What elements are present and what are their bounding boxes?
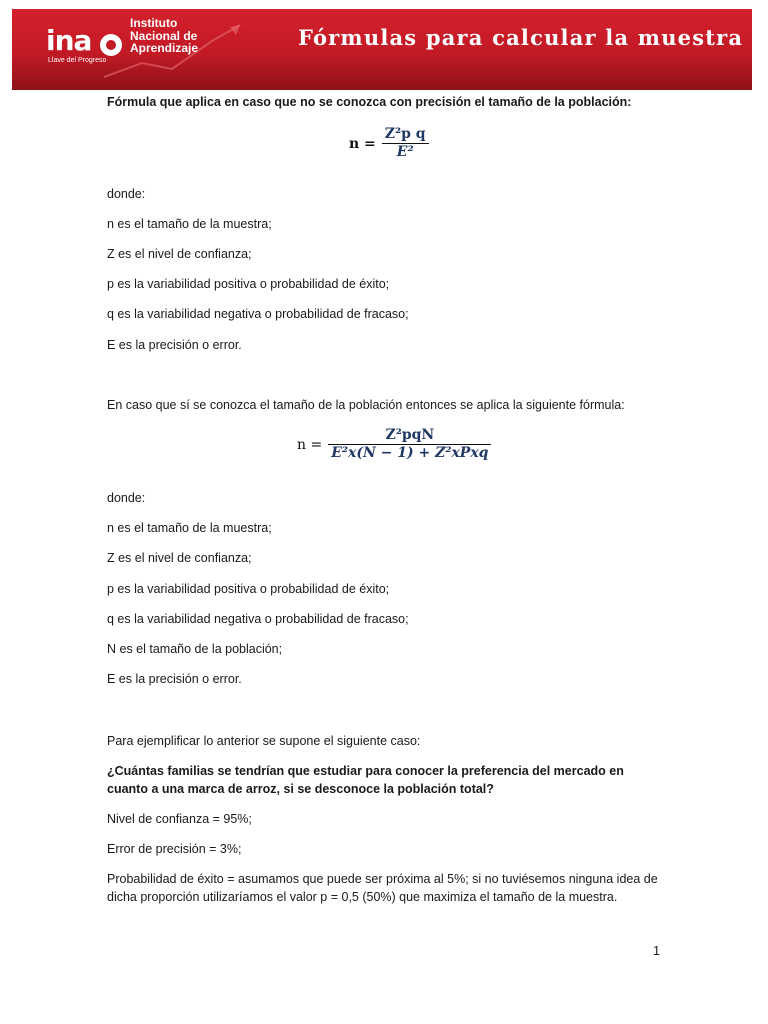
- donde-label: donde:: [107, 491, 146, 505]
- formula-fraction: [382, 126, 429, 161]
- formula-lhs: n =: [297, 436, 323, 453]
- formula-denominator: E²: [396, 144, 414, 160]
- precision-error: Error de precisión = 3%;: [107, 842, 242, 856]
- confidence-level: Nivel de confianza = 95%;: [107, 812, 252, 826]
- page-number: 1: [653, 944, 660, 958]
- header-banner: [12, 9, 752, 90]
- success-probability: Probabilidad de éxito = asumamos que puede ser próxima al 5%; si no tuviésemos ninguna idea de dicha proporción utilizaríamos el valor p = 0,5 (50%) que maximiza el tamaño de la muestra.: [107, 872, 658, 904]
- donde-label: donde:: [107, 187, 146, 201]
- institute-line: Aprendizaje: [130, 41, 199, 55]
- logo-ring-icon: [100, 34, 122, 56]
- example-question: ¿Cuántas familias se tendrían que estudiar para conocer la preferencia del mercado en cuanto a una marca de arroz, si se desconoce la población total?: [107, 764, 624, 796]
- definition-line: n es el tamaño de la muestra;: [107, 217, 272, 231]
- formula-numerator: Z²pqN: [385, 427, 435, 443]
- section1-intro: Fórmula que aplica en caso que no se conozca con precisión el tamaño de la población:: [107, 95, 632, 109]
- definition-line: p es la variabilidad positiva o probabilidad de éxito;: [107, 277, 390, 291]
- institute-line: Nacional de: [130, 28, 198, 43]
- institute-name: [130, 17, 198, 55]
- definition-line: q es la variabilidad negativa o probabilidad de fracaso;: [107, 307, 409, 321]
- formula-lhs: n =: [349, 135, 376, 152]
- logo-tagline: Llave del Progreso: [48, 57, 107, 64]
- formula-fraction: [328, 427, 491, 462]
- definition-line: Z es el nivel de confianza;: [107, 551, 252, 565]
- formula-unknown-population: [349, 126, 429, 161]
- definition-line: q es la variabilidad negativa o probabilidad de fracaso;: [107, 612, 409, 626]
- example-intro: Para ejemplificar lo anterior se supone el siguiente caso:: [107, 734, 421, 748]
- definition-line: n es el tamaño de la muestra;: [107, 521, 272, 535]
- logo-text: ina: [46, 24, 92, 57]
- definition-line: N es el tamaño de la población;: [107, 642, 283, 656]
- section2-intro: En caso que sí se conozca el tamaño de la población entonces se aplica la siguiente fórmula:: [107, 398, 625, 412]
- formula-numerator: Z²p q: [384, 126, 426, 142]
- institute-line: Instituto: [130, 16, 178, 30]
- definition-line: Z es el nivel de confianza;: [107, 247, 252, 261]
- definition-line: E es la precisión o error.: [107, 338, 242, 352]
- definition-line: p es la variabilidad positiva o probabilidad de éxito;: [107, 582, 390, 596]
- definition-line: E es la precisión o error.: [107, 672, 242, 686]
- formula-denominator: E²x(N − 1) + Z²xPxq: [331, 445, 489, 461]
- formula-known-population: [297, 427, 491, 462]
- document-title: Fórmulas para calcular la muestra: [298, 25, 744, 50]
- ina-logo: [26, 20, 122, 64]
